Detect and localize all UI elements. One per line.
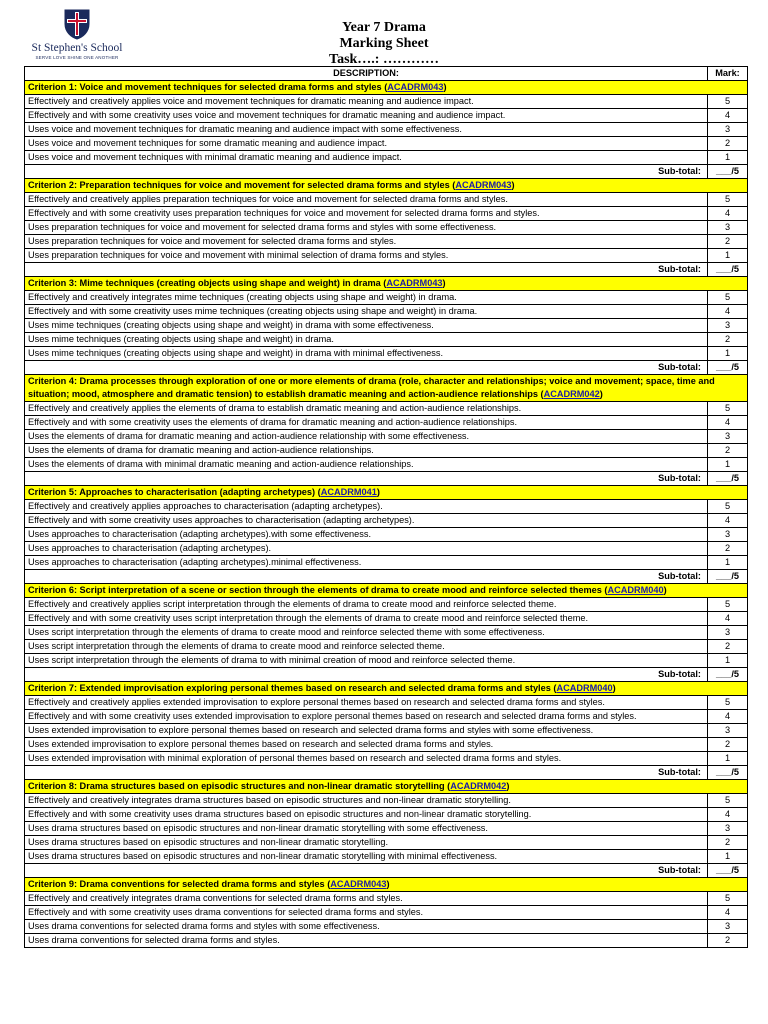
criterion-title: Criterion 7: Extended improvisation exploring personal themes based on research and selected drama forms and styles (	[28, 683, 557, 693]
descriptor-mark: 1	[708, 850, 748, 864]
descriptor-row	[25, 934, 748, 948]
subtotal-row	[25, 570, 748, 584]
criterion-title: Criterion 4: Drama processes through exploration of one or more elements of drama (role, character and relationships; voice and movement; space, time and situation; mood, atmosphere and dramatic tension) to establish dramatic meaning and action-audience relationships (	[28, 376, 715, 399]
descriptor-text: Effectively and with some creativity uses drama structures based on episodic structures and non-linear dramatic storytelling.	[25, 808, 708, 822]
descriptor-text: Uses drama structures based on episodic structures and non-linear dramatic storytelling with minimal effectiveness.	[25, 850, 708, 864]
criterion-title: Criterion 6: Script interpretation of a scene or section through the elements of drama to create mood and reinforce selected themes (	[28, 585, 608, 595]
subtotal-label: Sub-total:	[25, 165, 708, 179]
descriptor-row	[25, 752, 748, 766]
descriptor-row	[25, 137, 748, 151]
descriptor-row	[25, 123, 748, 137]
descriptor-row	[25, 556, 748, 570]
curriculum-code-link[interactable]: ACADRM041	[320, 487, 377, 497]
criterion-heading-row	[25, 486, 748, 500]
descriptor-mark: 5	[708, 402, 748, 416]
descriptor-text: Uses preparation techniques for voice and movement with minimal selection of drama forms and styles.	[25, 249, 708, 263]
descriptor-row	[25, 221, 748, 235]
descriptor-row	[25, 151, 748, 165]
descriptor-mark: 2	[708, 640, 748, 654]
descriptor-row	[25, 500, 748, 514]
descriptor-mark: 4	[708, 305, 748, 319]
curriculum-code-link[interactable]: ACADRM040	[556, 683, 613, 693]
descriptor-mark: 2	[708, 137, 748, 151]
criterion-heading-row	[25, 584, 748, 598]
criterion-title-close: )	[376, 487, 380, 497]
descriptor-row	[25, 640, 748, 654]
descriptor-row	[25, 696, 748, 710]
descriptor-text: Uses extended improvisation to explore personal themes based on research and selected drama forms and styles.	[25, 738, 708, 752]
curriculum-code-link[interactable]: ACADRM043	[455, 180, 512, 190]
subtotal-label: Sub-total:	[25, 766, 708, 780]
criterion-title: Criterion 9: Drama conventions for selected drama forms and styles (	[28, 879, 331, 889]
descriptor-text: Uses the elements of drama for dramatic meaning and action-audience relationships.	[25, 444, 708, 458]
criterion-heading-row	[25, 277, 748, 291]
descriptor-mark: 3	[708, 724, 748, 738]
criterion-heading-row	[25, 682, 748, 696]
descriptor-mark: 4	[708, 207, 748, 221]
descriptor-mark: 2	[708, 738, 748, 752]
curriculum-code-link[interactable]: ACADRM042	[450, 781, 507, 791]
descriptor-row	[25, 249, 748, 263]
subtotal-field[interactable]: ___/5	[708, 263, 748, 277]
curriculum-code-link[interactable]: ACADRM043	[330, 879, 387, 889]
criterion-title: Criterion 1: Voice and movement techniques for selected drama forms and styles (	[28, 82, 388, 92]
descriptor-row	[25, 514, 748, 528]
descriptor-text: Uses the elements of drama for dramatic meaning and action-audience relationship with some effectiveness.	[25, 430, 708, 444]
descriptor-mark: 3	[708, 319, 748, 333]
criterion-heading	[25, 277, 748, 291]
curriculum-code-link[interactable]: ACADRM043	[386, 278, 443, 288]
descriptor-mark: 5	[708, 794, 748, 808]
subtotal-field[interactable]: ___/5	[708, 864, 748, 878]
descriptor-row	[25, 458, 748, 472]
descriptor-row	[25, 305, 748, 319]
title-line-1: Year 7 Drama	[342, 20, 426, 35]
descriptor-row	[25, 738, 748, 752]
descriptor-mark: 2	[708, 235, 748, 249]
descriptor-mark: 2	[708, 934, 748, 948]
descriptor-text: Effectively and creatively applies the elements of drama to establish dramatic meaning and action-audience relationships.	[25, 402, 708, 416]
descriptor-row	[25, 193, 748, 207]
subtotal-row	[25, 361, 748, 375]
descriptor-text: Uses approaches to characterisation (adapting archetypes).with some effectiveness.	[25, 528, 708, 542]
subtotal-row	[25, 263, 748, 277]
descriptor-text: Uses preparation techniques for voice and movement for selected drama forms and styles with some effectiveness.	[25, 221, 708, 235]
subtotal-label: Sub-total:	[25, 668, 708, 682]
descriptor-row	[25, 598, 748, 612]
descriptor-row	[25, 612, 748, 626]
subtotal-row	[25, 472, 748, 486]
descriptor-text: Uses voice and movement techniques for some dramatic meaning and audience impact.	[25, 137, 708, 151]
descriptor-text: Uses drama structures based on episodic structures and non-linear dramatic storytelling.	[25, 836, 708, 850]
descriptor-mark: 4	[708, 612, 748, 626]
descriptor-row	[25, 906, 748, 920]
school-motto: SERVE LOVE SHINE ONE ANOTHER	[35, 55, 119, 60]
descriptor-text: Effectively and with some creativity uses voice and movement techniques for dramatic meaning and audience impact.	[25, 109, 708, 123]
criterion-title-close: )	[663, 585, 667, 595]
subtotal-field[interactable]: ___/5	[708, 361, 748, 375]
criterion-heading	[25, 81, 748, 95]
descriptor-text: Uses approaches to characterisation (adapting archetypes).	[25, 542, 708, 556]
descriptor-mark: 3	[708, 822, 748, 836]
descriptor-row	[25, 291, 748, 305]
descriptor-mark: 1	[708, 347, 748, 361]
criterion-title: Criterion 8: Drama structures based on episodic structures and non-linear dramatic storytelling (	[28, 781, 451, 791]
descriptor-row	[25, 836, 748, 850]
curriculum-code-link[interactable]: ACADRM040	[607, 585, 664, 595]
descriptor-row	[25, 850, 748, 864]
descriptor-text: Uses drama conventions for selected drama forms and styles.	[25, 934, 708, 948]
descriptor-text: Uses approaches to characterisation (adapting archetypes).minimal effectiveness.	[25, 556, 708, 570]
descriptor-row	[25, 430, 748, 444]
descriptor-mark: 2	[708, 333, 748, 347]
descriptor-text: Effectively and creatively applies approaches to characterisation (adapting archetypes).	[25, 500, 708, 514]
descriptor-row	[25, 319, 748, 333]
descriptor-row	[25, 822, 748, 836]
subtotal-row	[25, 165, 748, 179]
descriptor-row	[25, 654, 748, 668]
descriptor-row	[25, 892, 748, 906]
subtotal-label: Sub-total:	[25, 472, 708, 486]
descriptor-text: Uses drama structures based on episodic structures and non-linear dramatic storytelling with some effectiveness.	[25, 822, 708, 836]
criterion-heading-row	[25, 780, 748, 794]
descriptor-text: Effectively and creatively applies preparation techniques for voice and movement for selected drama forms and styles.	[25, 193, 708, 207]
descriptor-mark: 3	[708, 528, 748, 542]
subtotal-row	[25, 766, 748, 780]
descriptor-mark: 4	[708, 808, 748, 822]
subtotal-field[interactable]: ___/5	[708, 472, 748, 486]
descriptor-text: Uses voice and movement techniques with minimal dramatic meaning and audience impact.	[25, 151, 708, 165]
descriptor-row	[25, 794, 748, 808]
subtotal-row	[25, 864, 748, 878]
descriptor-mark: 5	[708, 95, 748, 109]
descriptor-row	[25, 109, 748, 123]
criterion-heading-row	[25, 179, 748, 193]
descriptor-row	[25, 235, 748, 249]
title-line-2: Marking Sheet	[339, 36, 429, 51]
descriptor-text: Effectively and with some creativity uses the elements of drama for dramatic meaning and action-audience relationships.	[25, 416, 708, 430]
descriptor-mark: 2	[708, 444, 748, 458]
descriptor-row	[25, 920, 748, 934]
descriptor-mark: 5	[708, 291, 748, 305]
descriptor-row	[25, 724, 748, 738]
criterion-heading-row	[25, 878, 748, 892]
subtotal-field[interactable]: ___/5	[708, 766, 748, 780]
criterion-heading-row	[25, 81, 748, 95]
descriptor-mark: 3	[708, 626, 748, 640]
curriculum-code-link[interactable]: ACADRM043	[387, 82, 444, 92]
descriptor-text: Effectively and creatively integrates drama structures based on episodic structures and non-linear dramatic storytelling.	[25, 794, 708, 808]
descriptor-row	[25, 808, 748, 822]
descriptor-text: Uses the elements of drama with minimal dramatic meaning and action-audience relationships.	[25, 458, 708, 472]
descriptor-text: Uses drama conventions for selected drama forms and styles with some effectiveness.	[25, 920, 708, 934]
descriptor-text: Effectively and creatively applies voice and movement techniques for dramatic meaning and audience impact.	[25, 95, 708, 109]
column-header-description: DESCRIPTION:	[25, 67, 708, 81]
descriptor-mark: 1	[708, 654, 748, 668]
subtotal-field[interactable]: ___/5	[708, 165, 748, 179]
criterion-title: Criterion 3: Mime techniques (creating objects using shape and weight) in drama (	[28, 278, 387, 288]
descriptor-row	[25, 402, 748, 416]
descriptor-mark: 1	[708, 458, 748, 472]
criterion-heading-row	[25, 375, 748, 402]
criterion-heading	[25, 486, 748, 500]
criterion-heading	[25, 375, 748, 402]
descriptor-mark: 1	[708, 151, 748, 165]
descriptor-mark: 4	[708, 906, 748, 920]
criterion-title: Criterion 2: Preparation techniques for voice and movement for selected drama forms and styles (	[28, 180, 456, 190]
criterion-title-close: )	[442, 278, 446, 288]
descriptor-row	[25, 333, 748, 347]
descriptor-text: Effectively and with some creativity uses script interpretation through the elements of drama to create mood and reinforce selected theme.	[25, 612, 708, 626]
table-header-row	[25, 67, 748, 81]
descriptor-text: Uses script interpretation through the elements of drama to with minimal creation of mood and reinforce selected theme.	[25, 654, 708, 668]
document-title	[0, 20, 768, 68]
descriptor-mark: 5	[708, 696, 748, 710]
descriptor-text: Uses extended improvisation to explore personal themes based on research and selected drama forms and styles with some effectiveness.	[25, 724, 708, 738]
descriptor-row	[25, 528, 748, 542]
descriptor-text: Effectively and creatively integrates drama conventions for selected drama forms and styles.	[25, 892, 708, 906]
descriptor-text: Uses extended improvisation with minimal exploration of personal themes based on research and selected drama forms and styles.	[25, 752, 708, 766]
subtotal-row	[25, 668, 748, 682]
descriptor-text: Effectively and creatively integrates mime techniques (creating objects using shape and weight) in drama.	[25, 291, 708, 305]
descriptor-mark: 5	[708, 598, 748, 612]
criterion-title-close: )	[599, 389, 603, 399]
descriptor-row	[25, 444, 748, 458]
descriptor-mark: 5	[708, 500, 748, 514]
subtotal-field[interactable]: ___/5	[708, 570, 748, 584]
subtotal-label: Sub-total:	[25, 570, 708, 584]
descriptor-mark: 4	[708, 416, 748, 430]
subtotal-label: Sub-total:	[25, 864, 708, 878]
descriptor-mark: 4	[708, 710, 748, 724]
criterion-title-close: )	[511, 180, 515, 190]
descriptor-row	[25, 542, 748, 556]
descriptor-text: Effectively and with some creativity uses approaches to characterisation (adapting archetypes).	[25, 514, 708, 528]
descriptor-mark: 3	[708, 221, 748, 235]
curriculum-code-link[interactable]: ACADRM042	[543, 389, 600, 399]
descriptor-text: Uses mime techniques (creating objects using shape and weight) in drama with minimal effectiveness.	[25, 347, 708, 361]
criterion-title-close: )	[506, 781, 510, 791]
criterion-heading	[25, 878, 748, 892]
descriptor-text: Uses voice and movement techniques for dramatic meaning and audience impact with some effectiveness.	[25, 123, 708, 137]
descriptor-text: Effectively and with some creativity uses mime techniques (creating objects using shape and weight) in drama.	[25, 305, 708, 319]
criterion-heading	[25, 179, 748, 193]
descriptor-mark: 3	[708, 430, 748, 444]
title-line-3: Task….: …………	[329, 52, 439, 67]
school-name: St Stephen's School	[31, 42, 123, 54]
descriptor-mark: 1	[708, 556, 748, 570]
descriptor-row	[25, 626, 748, 640]
marking-table	[24, 66, 748, 948]
descriptor-mark: 1	[708, 752, 748, 766]
column-header-mark: Mark:	[708, 67, 748, 81]
descriptor-mark: 3	[708, 123, 748, 137]
descriptor-mark: 4	[708, 514, 748, 528]
descriptor-text: Uses script interpretation through the elements of drama to create mood and reinforce selected theme with some effectiveness.	[25, 626, 708, 640]
descriptor-mark: 2	[708, 836, 748, 850]
criterion-heading	[25, 584, 748, 598]
descriptor-mark: 4	[708, 109, 748, 123]
criterion-title-close: )	[443, 82, 447, 92]
descriptor-row	[25, 347, 748, 361]
descriptor-row	[25, 207, 748, 221]
descriptor-text: Effectively and with some creativity uses extended improvisation to explore personal themes based on research and selected drama forms and styles.	[25, 710, 708, 724]
descriptor-row	[25, 710, 748, 724]
descriptor-text: Uses preparation techniques for voice and movement for selected drama forms and styles.	[25, 235, 708, 249]
descriptor-mark: 5	[708, 193, 748, 207]
criterion-heading	[25, 682, 748, 696]
descriptor-mark: 1	[708, 249, 748, 263]
descriptor-text: Effectively and with some creativity uses drama conventions for selected drama forms and styles.	[25, 906, 708, 920]
criterion-title-close: )	[386, 879, 390, 889]
criterion-title: Criterion 5: Approaches to characterisation (adapting archetypes) (	[28, 487, 321, 497]
descriptor-text: Effectively and with some creativity uses preparation techniques for voice and movement for selected drama forms and styles.	[25, 207, 708, 221]
descriptor-mark: 3	[708, 920, 748, 934]
subtotal-label: Sub-total:	[25, 263, 708, 277]
descriptor-text: Effectively and creatively applies script interpretation through the elements of drama to create mood and reinforce selected theme.	[25, 598, 708, 612]
descriptor-text: Effectively and creatively applies extended improvisation to explore personal themes based on research and selected drama forms and styles.	[25, 696, 708, 710]
criterion-title-close: )	[612, 683, 616, 693]
descriptor-mark: 2	[708, 542, 748, 556]
descriptor-text: Uses script interpretation through the elements of drama to create mood and reinforce selected theme.	[25, 640, 708, 654]
descriptor-row	[25, 95, 748, 109]
descriptor-mark: 5	[708, 892, 748, 906]
descriptor-row	[25, 416, 748, 430]
descriptor-text: Uses mime techniques (creating objects using shape and weight) in drama.	[25, 333, 708, 347]
subtotal-field[interactable]: ___/5	[708, 668, 748, 682]
marking-table-body	[25, 81, 748, 948]
subtotal-label: Sub-total:	[25, 361, 708, 375]
descriptor-text: Uses mime techniques (creating objects using shape and weight) in drama with some effectiveness.	[25, 319, 708, 333]
criterion-heading	[25, 780, 748, 794]
